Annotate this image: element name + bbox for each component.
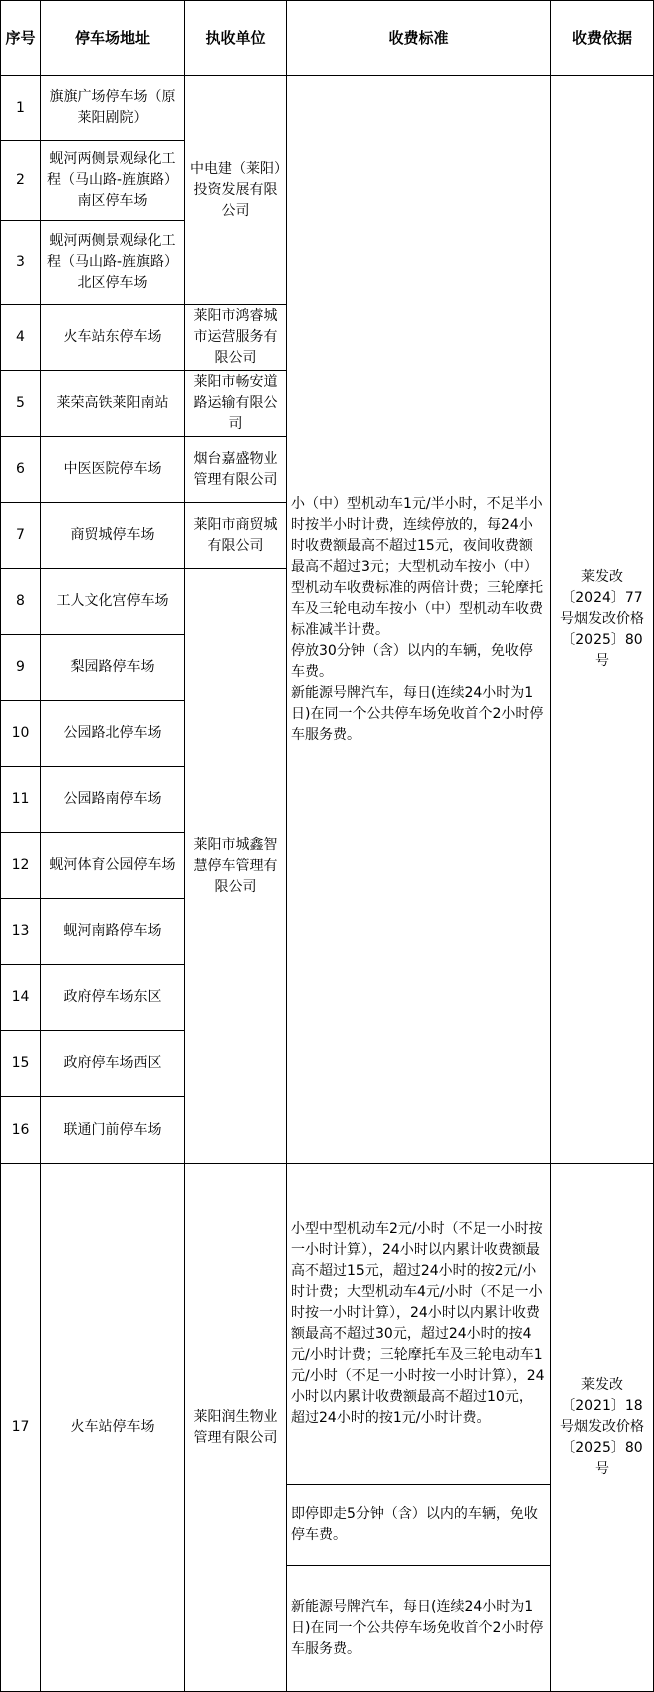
header-unit: 执收单位 <box>184 0 287 76</box>
row-no: 9 <box>0 634 41 701</box>
header-address: 停车场地址 <box>40 0 185 76</box>
fee-standard-text: 小（中）型机动车1元/半小时，不足半小时按半小时计费，连续停放的，每24小时收费额最高不超过15元，夜间收费额最高不超过3元；大型机动车按小（中）型机动车收费标准的两倍计费；三轮摩托车及三轮电动车按小（中）型机动车收费标准减半计费。 <box>291 495 543 638</box>
fee-free-short-stay: 即停即走5分钟（含）以内的车辆，免收停车费。 <box>286 1484 551 1566</box>
row-address: 中医医院停车场 <box>40 436 185 503</box>
row-no: 2 <box>0 140 41 221</box>
row-no: 13 <box>0 898 41 965</box>
row-no: 17 <box>0 1163 41 1692</box>
collection-unit: 莱阳市城鑫智慧停车管理有限公司 <box>184 568 287 1164</box>
collection-unit: 中电建（莱阳）投资发展有限公司 <box>184 75 287 305</box>
row-address: 公园路北停车场 <box>40 700 185 767</box>
row-address: 梨园路停车场 <box>40 634 185 701</box>
row-address: 蚬河两侧景观绿化工程（马山路-旌旗路）南区停车场 <box>40 140 185 221</box>
row-no: 4 <box>0 304 41 371</box>
row-no: 16 <box>0 1096 41 1164</box>
row-address: 火车站东停车场 <box>40 304 185 371</box>
row-no: 6 <box>0 436 41 503</box>
row-address: 联通门前停车场 <box>40 1096 185 1164</box>
collection-unit: 烟台嘉盛物业管理有限公司 <box>184 436 287 503</box>
fee-new-energy: 新能源号牌汽车，每日(连续24小时为1日)在同一个公共停车场免收首个2小时停车服务费。 <box>286 1565 551 1692</box>
row-no: 5 <box>0 370 41 437</box>
row-address: 商贸城停车场 <box>40 502 185 569</box>
row-address: 公园路南停车场 <box>40 766 185 833</box>
row-no: 10 <box>0 700 41 767</box>
row-address: 旗旗广场停车场（原莱阳剧院） <box>40 75 185 141</box>
row-address: 工人文化宫停车场 <box>40 568 185 635</box>
header-no: 序号 <box>0 0 41 76</box>
row-no: 15 <box>0 1030 41 1097</box>
row-address: 政府停车场西区 <box>40 1030 185 1097</box>
row-no: 1 <box>0 75 41 141</box>
row-address: 火车站停车场 <box>40 1163 185 1692</box>
row-no: 11 <box>0 766 41 833</box>
fee-standard: 小型中型机动车2元/小时（不足一小时按一小时计算），24小时以内累计收费额最高不超过15元，超过24小时的按2元/小时计费；大型机动车4元/小时（不足一小时按一小时计算），24小时以内累计收费额最高不超过30元，超过24小时的按4元/小时计费；三轮摩托车及三轮电动车1元/小时（不足一小时按一小时计算），24小时以内累计收费额最高不超过10元，超过24小时的按1元/小时计费。 <box>286 1163 551 1485</box>
row-no: 7 <box>0 502 41 569</box>
fee-basis: 莱发改〔2021〕18号烟发改价格〔2025〕80号 <box>550 1163 654 1692</box>
collection-unit: 莱阳市畅安道路运输有限公司 <box>184 370 287 437</box>
row-no: 14 <box>0 964 41 1031</box>
fee-standard <box>286 75 551 1164</box>
row-no: 8 <box>0 568 41 635</box>
header-fee-standard: 收费标准 <box>286 0 551 76</box>
row-address: 政府停车场东区 <box>40 964 185 1031</box>
collection-unit: 莱阳润生物业管理有限公司 <box>184 1163 287 1692</box>
collection-unit: 莱阳市鸿睿城市运营服务有限公司 <box>184 304 287 371</box>
fee-free-short-stay: 停放30分钟（含）以内的车辆，免收停车费。 <box>291 642 533 680</box>
fee-basis: 莱发改〔2024〕77号烟发改价格〔2025〕80号 <box>550 75 654 1164</box>
collection-unit: 莱阳市商贸城有限公司 <box>184 502 287 569</box>
fee-new-energy: 新能源号牌汽车，每日(连续24小时为1日)在同一个公共停车场免收首个2小时停车服务费。 <box>291 684 544 743</box>
row-no: 12 <box>0 832 41 899</box>
header-basis: 收费依据 <box>550 0 654 76</box>
row-address: 蚬河两侧景观绿化工程（马山路-旌旗路）北区停车场 <box>40 220 185 305</box>
row-address: 蚬河南路停车场 <box>40 898 185 965</box>
row-address: 蚬河体育公园停车场 <box>40 832 185 899</box>
row-no: 3 <box>0 220 41 305</box>
row-address: 莱荣高铁莱阳南站 <box>40 370 185 437</box>
